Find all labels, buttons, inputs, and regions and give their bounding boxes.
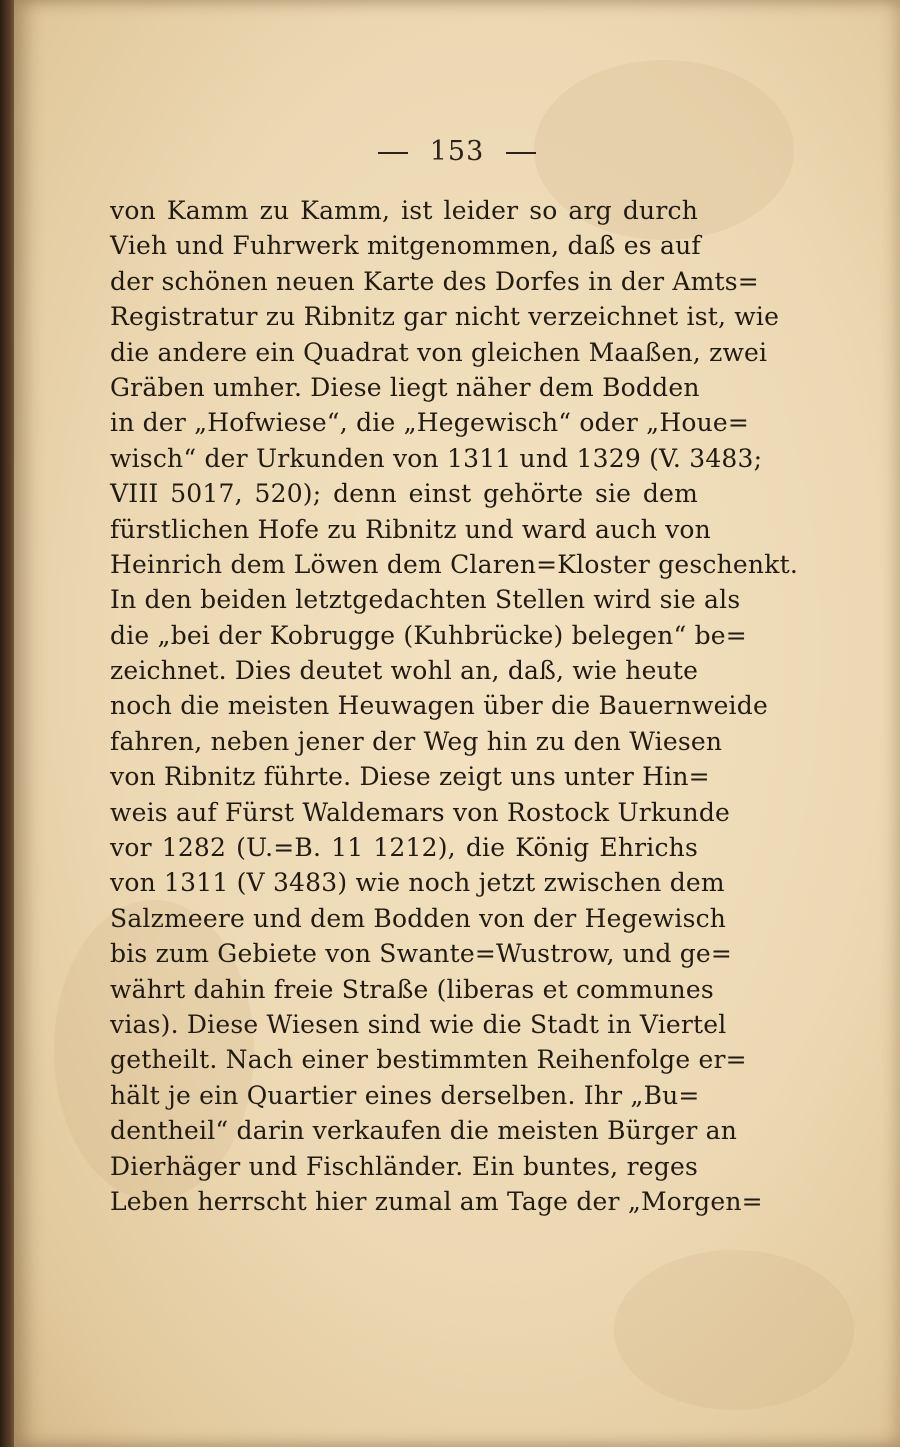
text-line: der schönen neuen Karte des Dorfes in der Amts=	[110, 266, 759, 296]
text-line: vias). Diese Wiesen sind wie die Stadt in Viertel	[110, 1009, 727, 1039]
text-line: zeichnet. Dies deutet wohl an, daß, wie heute	[110, 656, 699, 686]
text-line: fürstlichen Hofe zu Ribnitz und ward auch von	[110, 514, 711, 544]
text-line: von Kamm zu Kamm, ist leider so arg durch	[110, 196, 698, 225]
page-number: 153	[429, 136, 485, 167]
text-line: die „bei der Kobrugge (Kuhbrücke) belegen“ be=	[110, 620, 747, 650]
text-line: getheilt. Nach einer bestimmten Reihenfolge er=	[110, 1045, 747, 1075]
text-line: Salzmeere und dem Bodden von der Hegewisch	[110, 903, 727, 933]
text-line: vor 1282 (U.=B. 11 1212), die König Ehrichs	[110, 833, 698, 863]
text-line: währt dahin freie Straße (liberas et communes	[110, 974, 714, 1004]
body-text	[110, 193, 798, 1219]
text-line: hält je ein Quartier eines derselben. Ihr „Bu=	[110, 1080, 700, 1110]
text-line: Leben herrscht hier zumal am Tage der „Morgen=	[110, 1186, 763, 1216]
page-header	[14, 136, 900, 167]
text-line: in der „Hofwiese“, die „Hegewisch“ oder „Houe=	[110, 408, 750, 438]
header-dash-right	[506, 152, 536, 154]
text-line: Heinrich dem Löwen dem Claren=Kloster geschenkt.	[110, 549, 798, 579]
text-line: noch die meisten Heuwagen über die Bauernweide	[110, 691, 768, 721]
text-line: bis zum Gebiete von Swante=Wustrow, und ge=	[110, 939, 733, 969]
text-line: Registratur zu Ribnitz gar nicht verzeichnet ist, wie	[110, 302, 780, 332]
text-line: fahren, neben jener der Weg hin zu den Wiesen	[110, 726, 723, 756]
text-line: Vieh und Fuhrwerk mitgenommen, daß es auf	[110, 231, 701, 261]
text-line: Gräben umher. Diese liegt näher dem Bodden	[110, 372, 700, 402]
text-line: weis auf Fürst Waldemars von Rostock Urkunde	[110, 797, 731, 827]
text-line: Dierhäger und Fischländer. Ein buntes, reges	[110, 1151, 698, 1181]
text-line: die andere ein Quadrat von gleichen Maaßen, zwei	[110, 337, 768, 367]
text-line: wisch“ der Urkunden von 1311 und 1329 (V. 3483;	[110, 443, 763, 473]
text-line: von Ribnitz führte. Diese zeigt uns unter Hin=	[110, 762, 710, 792]
book-page	[14, 0, 900, 1447]
header-dash-left	[378, 152, 408, 154]
text-line: In den beiden letztgedachten Stellen wird sie als	[110, 585, 741, 615]
text-line: von 1311 (V 3483) wie noch jetzt zwischen dem	[110, 868, 725, 898]
text-line: VIII 5017, 520); denn einst gehörte sie dem	[110, 479, 698, 509]
text-line: dentheil“ darin verkaufen die meisten Bürger an	[110, 1116, 738, 1146]
